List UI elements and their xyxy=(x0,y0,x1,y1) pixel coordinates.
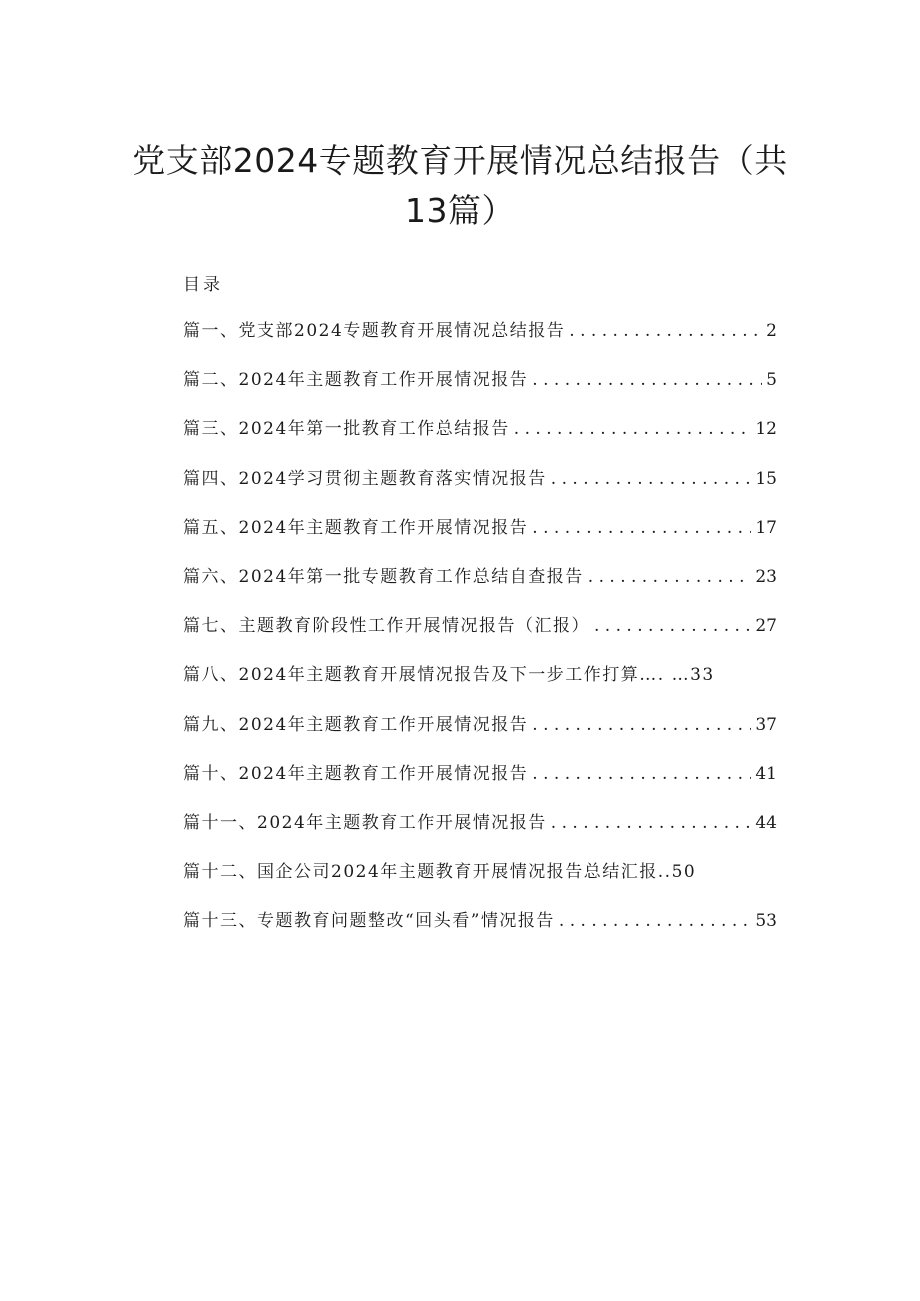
toc-entry-label: 篇三、2024年第一批教育工作总结报告 xyxy=(183,419,510,440)
toc-page-number: 15 xyxy=(755,468,777,489)
toc-dot-leader xyxy=(588,567,752,587)
toc-entry[interactable] xyxy=(183,464,777,513)
toc-entry-label: 篇四、2024学习贯彻主题教育落实情况报告 xyxy=(183,468,547,489)
toc-entry-label: 篇七、主题教育阶段性工作开展情况报告（汇报） xyxy=(183,616,590,637)
toc-entry[interactable] xyxy=(183,906,777,955)
toc-dot-leader xyxy=(532,518,751,538)
toc-entry[interactable] xyxy=(183,414,777,463)
toc-entry-label: 篇十一、2024年主题教育工作开展情况报告 xyxy=(183,812,547,833)
toc-entry[interactable] xyxy=(183,660,777,709)
toc-entry-label: 篇八、2024年主题教育开展情况报告及下一步工作打算…. …33 xyxy=(183,665,715,686)
title-line-2: 13篇） xyxy=(405,191,515,230)
toc-entry[interactable] xyxy=(183,365,777,414)
toc-entry[interactable] xyxy=(183,759,777,808)
toc-page-number: 44 xyxy=(755,812,777,833)
toc-entry-label: 篇二、2024年主题教育工作开展情况报告 xyxy=(183,370,529,391)
toc-page-number: 17 xyxy=(755,517,777,538)
toc-dot-leader xyxy=(569,321,762,341)
toc-entry[interactable] xyxy=(183,513,777,562)
toc-dot-leader xyxy=(594,616,751,636)
toc-page-number: 37 xyxy=(755,714,777,735)
toc-dot-leader xyxy=(551,469,752,489)
table-of-contents xyxy=(183,316,777,955)
toc-entry[interactable] xyxy=(183,611,777,660)
toc-entry-label: 篇一、党支部2024专题教育开展情况总结报告 xyxy=(183,321,566,341)
toc-entry[interactable] xyxy=(183,710,777,759)
toc-page-number: 12 xyxy=(755,419,777,440)
toc-entry-label: 篇十二、国企公司2024年主题教育开展情况报告总结汇报..50 xyxy=(183,862,697,883)
toc-dot-leader xyxy=(532,370,762,390)
toc-entry-label: 篇六、2024年第一批专题教育工作总结自查报告 xyxy=(183,566,584,587)
toc-dot-leader xyxy=(551,813,752,833)
toc-entry-label: 篇五、2024年主题教育工作开展情况报告 xyxy=(183,517,529,538)
toc-page-number: 23 xyxy=(755,566,777,587)
document-title xyxy=(110,136,810,236)
toc-page-number: 5 xyxy=(766,370,777,391)
toc-entry-label: 篇十三、专题教育问题整改“回头看”情况报告 xyxy=(183,911,555,932)
toc-dot-leader xyxy=(532,715,751,735)
toc-page-number: 53 xyxy=(755,911,777,932)
toc-page-number: 27 xyxy=(755,616,777,637)
toc-heading: 目录 xyxy=(183,275,223,295)
toc-entry[interactable] xyxy=(183,562,777,611)
toc-entry[interactable] xyxy=(183,808,777,857)
toc-page-number: 41 xyxy=(755,763,777,784)
toc-page-number: 2 xyxy=(766,321,777,341)
toc-entry-label: 篇十、2024年主题教育工作开展情况报告 xyxy=(183,763,529,784)
toc-dot-leader xyxy=(514,419,752,439)
toc-dot-leader xyxy=(532,764,751,784)
toc-dot-leader xyxy=(559,911,751,931)
toc-entry[interactable] xyxy=(183,316,777,365)
title-line-1: 党支部2024专题教育开展情况总结报告（共 xyxy=(132,141,788,180)
toc-entry[interactable] xyxy=(183,857,777,906)
toc-entry-label: 篇九、2024年主题教育工作开展情况报告 xyxy=(183,714,529,735)
